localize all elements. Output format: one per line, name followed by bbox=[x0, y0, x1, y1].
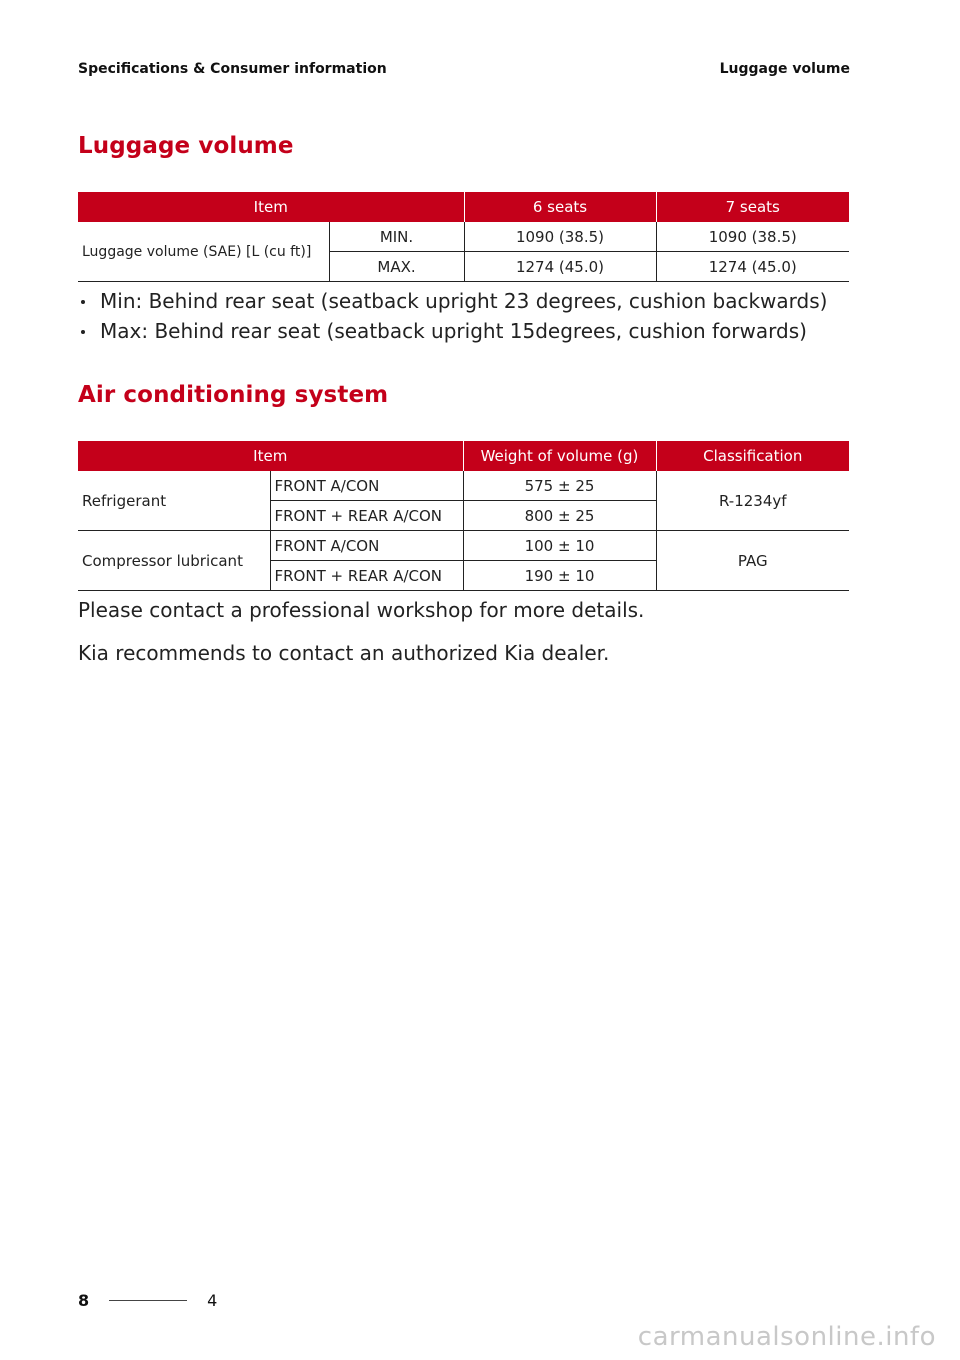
cell-type: FRONT A/CON bbox=[270, 531, 463, 561]
column-header-item: Item bbox=[78, 441, 463, 471]
watermark-text: carmanualsonline.info bbox=[637, 1322, 936, 1352]
running-header bbox=[78, 61, 850, 77]
column-header-6-seats: 6 seats bbox=[464, 192, 656, 222]
cell-weight: 575 ± 25 bbox=[463, 471, 656, 501]
luggage-volume-table bbox=[78, 192, 849, 282]
cell-type: FRONT + REAR A/CON bbox=[270, 561, 463, 591]
page-index: 4 bbox=[207, 1291, 218, 1310]
header-topic-title: Luggage volume bbox=[719, 61, 850, 77]
cell-weight: 100 ± 10 bbox=[463, 531, 656, 561]
cell-7-seats: 1274 (45.0) bbox=[656, 252, 849, 282]
table-row bbox=[78, 222, 849, 252]
luggage-notes-list bbox=[78, 286, 868, 346]
list-item: Max: Behind rear seat (seatback upright 15degrees, cushion forwards) bbox=[78, 316, 868, 346]
table-row bbox=[78, 531, 849, 561]
cell-classification: R-1234yf bbox=[656, 471, 849, 531]
table-header-row bbox=[78, 441, 849, 471]
page-number-divider bbox=[109, 1300, 187, 1301]
air-conditioning-heading: Air conditioning system bbox=[78, 382, 389, 408]
air-conditioning-table bbox=[78, 441, 849, 591]
cell-type: MAX. bbox=[329, 252, 464, 282]
cell-type: FRONT + REAR A/CON bbox=[270, 501, 463, 531]
dealer-note: Kia recommends to contact an authorized Kia dealer. bbox=[78, 641, 610, 665]
table-header-row bbox=[78, 192, 849, 222]
cell-classification: PAG bbox=[656, 531, 849, 591]
column-header-weight: Weight of volume (g) bbox=[463, 441, 656, 471]
column-header-7-seats: 7 seats bbox=[656, 192, 849, 222]
header-section-title: Specifications & Consumer information bbox=[78, 61, 387, 77]
list-item: Min: Behind rear seat (seatback upright 23 degrees, cushion backwards) bbox=[78, 286, 868, 316]
cell-6-seats: 1274 (45.0) bbox=[464, 252, 656, 282]
chapter-number: 8 bbox=[78, 1291, 90, 1310]
row-label-refrigerant: Refrigerant bbox=[78, 471, 270, 531]
table-row bbox=[78, 471, 849, 501]
cell-weight: 800 ± 25 bbox=[463, 501, 656, 531]
cell-7-seats: 1090 (38.5) bbox=[656, 222, 849, 252]
workshop-note: Please contact a professional workshop for more details. bbox=[78, 598, 645, 622]
cell-type: FRONT A/CON bbox=[270, 471, 463, 501]
row-label-compressor-lubricant: Compressor lubricant bbox=[78, 531, 270, 591]
column-header-item: Item bbox=[78, 192, 464, 222]
page-number bbox=[78, 1291, 217, 1310]
cell-type: MIN. bbox=[329, 222, 464, 252]
column-header-classification: Classification bbox=[656, 441, 849, 471]
luggage-volume-heading: Luggage volume bbox=[78, 133, 294, 159]
cell-weight: 190 ± 10 bbox=[463, 561, 656, 591]
row-label-luggage-volume: Luggage volume (SAE) [L (cu ft)] bbox=[78, 222, 329, 282]
cell-6-seats: 1090 (38.5) bbox=[464, 222, 656, 252]
